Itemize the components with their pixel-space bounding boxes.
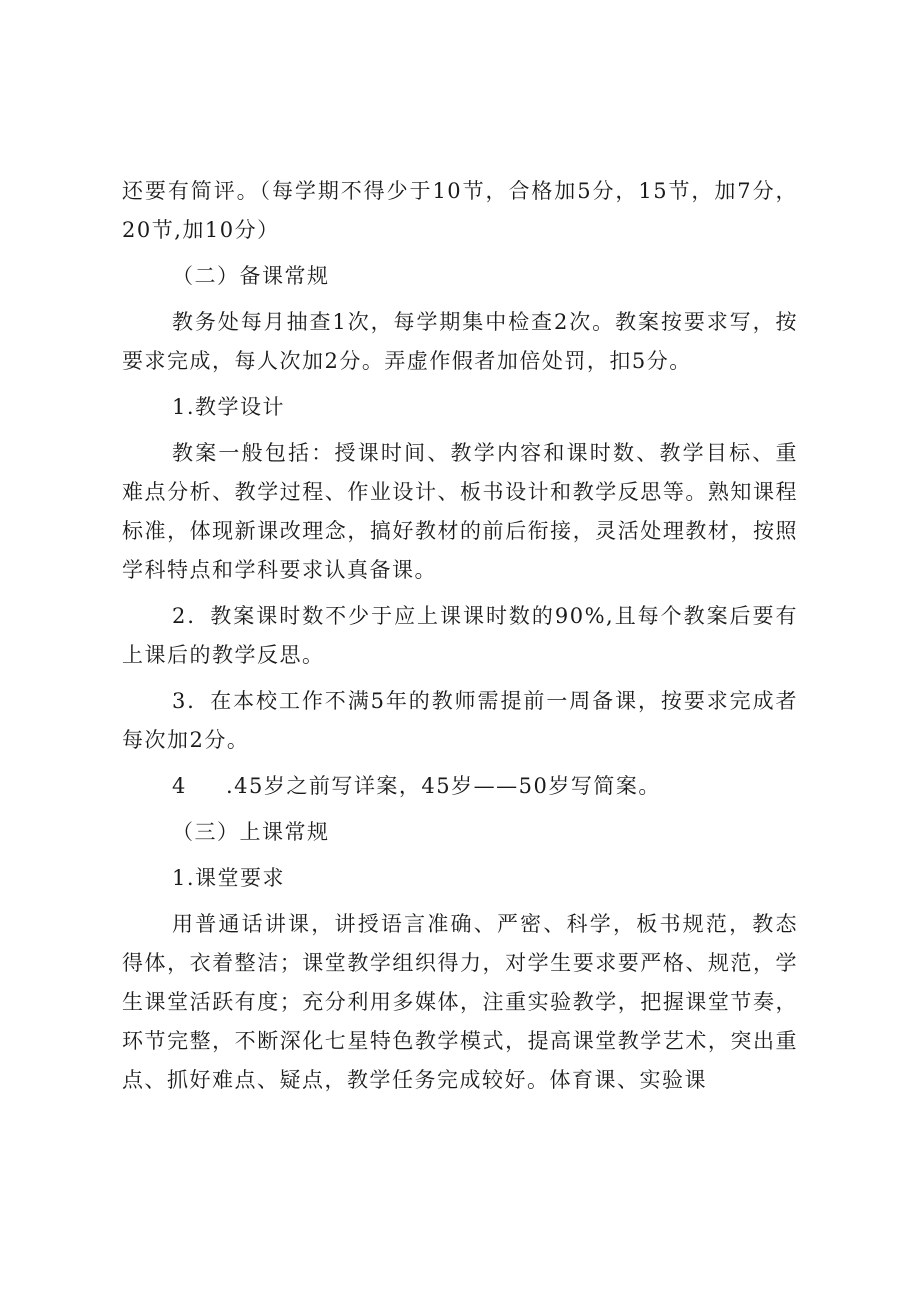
paragraph-item-3: 3．在本校工作不满5年的教师需提前一周备课，按要求完成者每次加2分。 [122, 689, 798, 752]
section-heading-lesson-prep: （二）备课常规 [172, 264, 330, 288]
item-4-number: 4 [172, 774, 187, 798]
document-page [122, 172, 798, 1100]
paragraph-inspection-rules: 教务处每月抽查1次，每学期集中检查2次。教案按要求写，按要求完成，每人次加2分。弄虚作假者加倍处罚，扣5分。 [122, 310, 798, 373]
item-4-text: .45岁之前写详案，45岁——50岁写简案。 [226, 774, 661, 798]
paragraph-item-2: 2．教案课时数不少于应上课课时数的90%,且每个教案后要有上课后的教学反思。 [122, 604, 798, 667]
paragraph-lesson-plan-contents: 教案一般包括：授课时间、教学内容和课时数、教学目标、重难点分析、教学过程、作业设计、板书设计和教学反思等。熟知课程标准，体现新课改理念，搞好教材的前后衔接，灵活处理教材，按照学科特点和学科要求认真备课。 [122, 441, 798, 582]
paragraph-evaluation-note: 还要有简评。（每学期不得少于10节，合格加5分，15节，加7分，20节,加10分） [122, 179, 798, 242]
section-heading-class-routine: （三）上课常规 [172, 820, 330, 844]
paragraph-class-requirements: 用普通话讲课，讲授语言准确、严密、科学，板书规范，教态得体，衣着整洁；课堂教学组织得力，对学生要求要严格、规范，学生课堂活跃有度；充分利用多媒体，注重实验教学，把握课堂节奏，环节完整，不断深化七星特色教学模式，提高课堂教学艺术，突出重点、抓好难点、疑点，教学任务完成较好。体育课、实验课 [122, 912, 798, 1092]
paragraph-item-4 [172, 767, 798, 806]
subheading-class-requirements: 1.课堂要求 [172, 866, 286, 890]
subheading-teaching-design: 1.教学设计 [172, 395, 286, 419]
